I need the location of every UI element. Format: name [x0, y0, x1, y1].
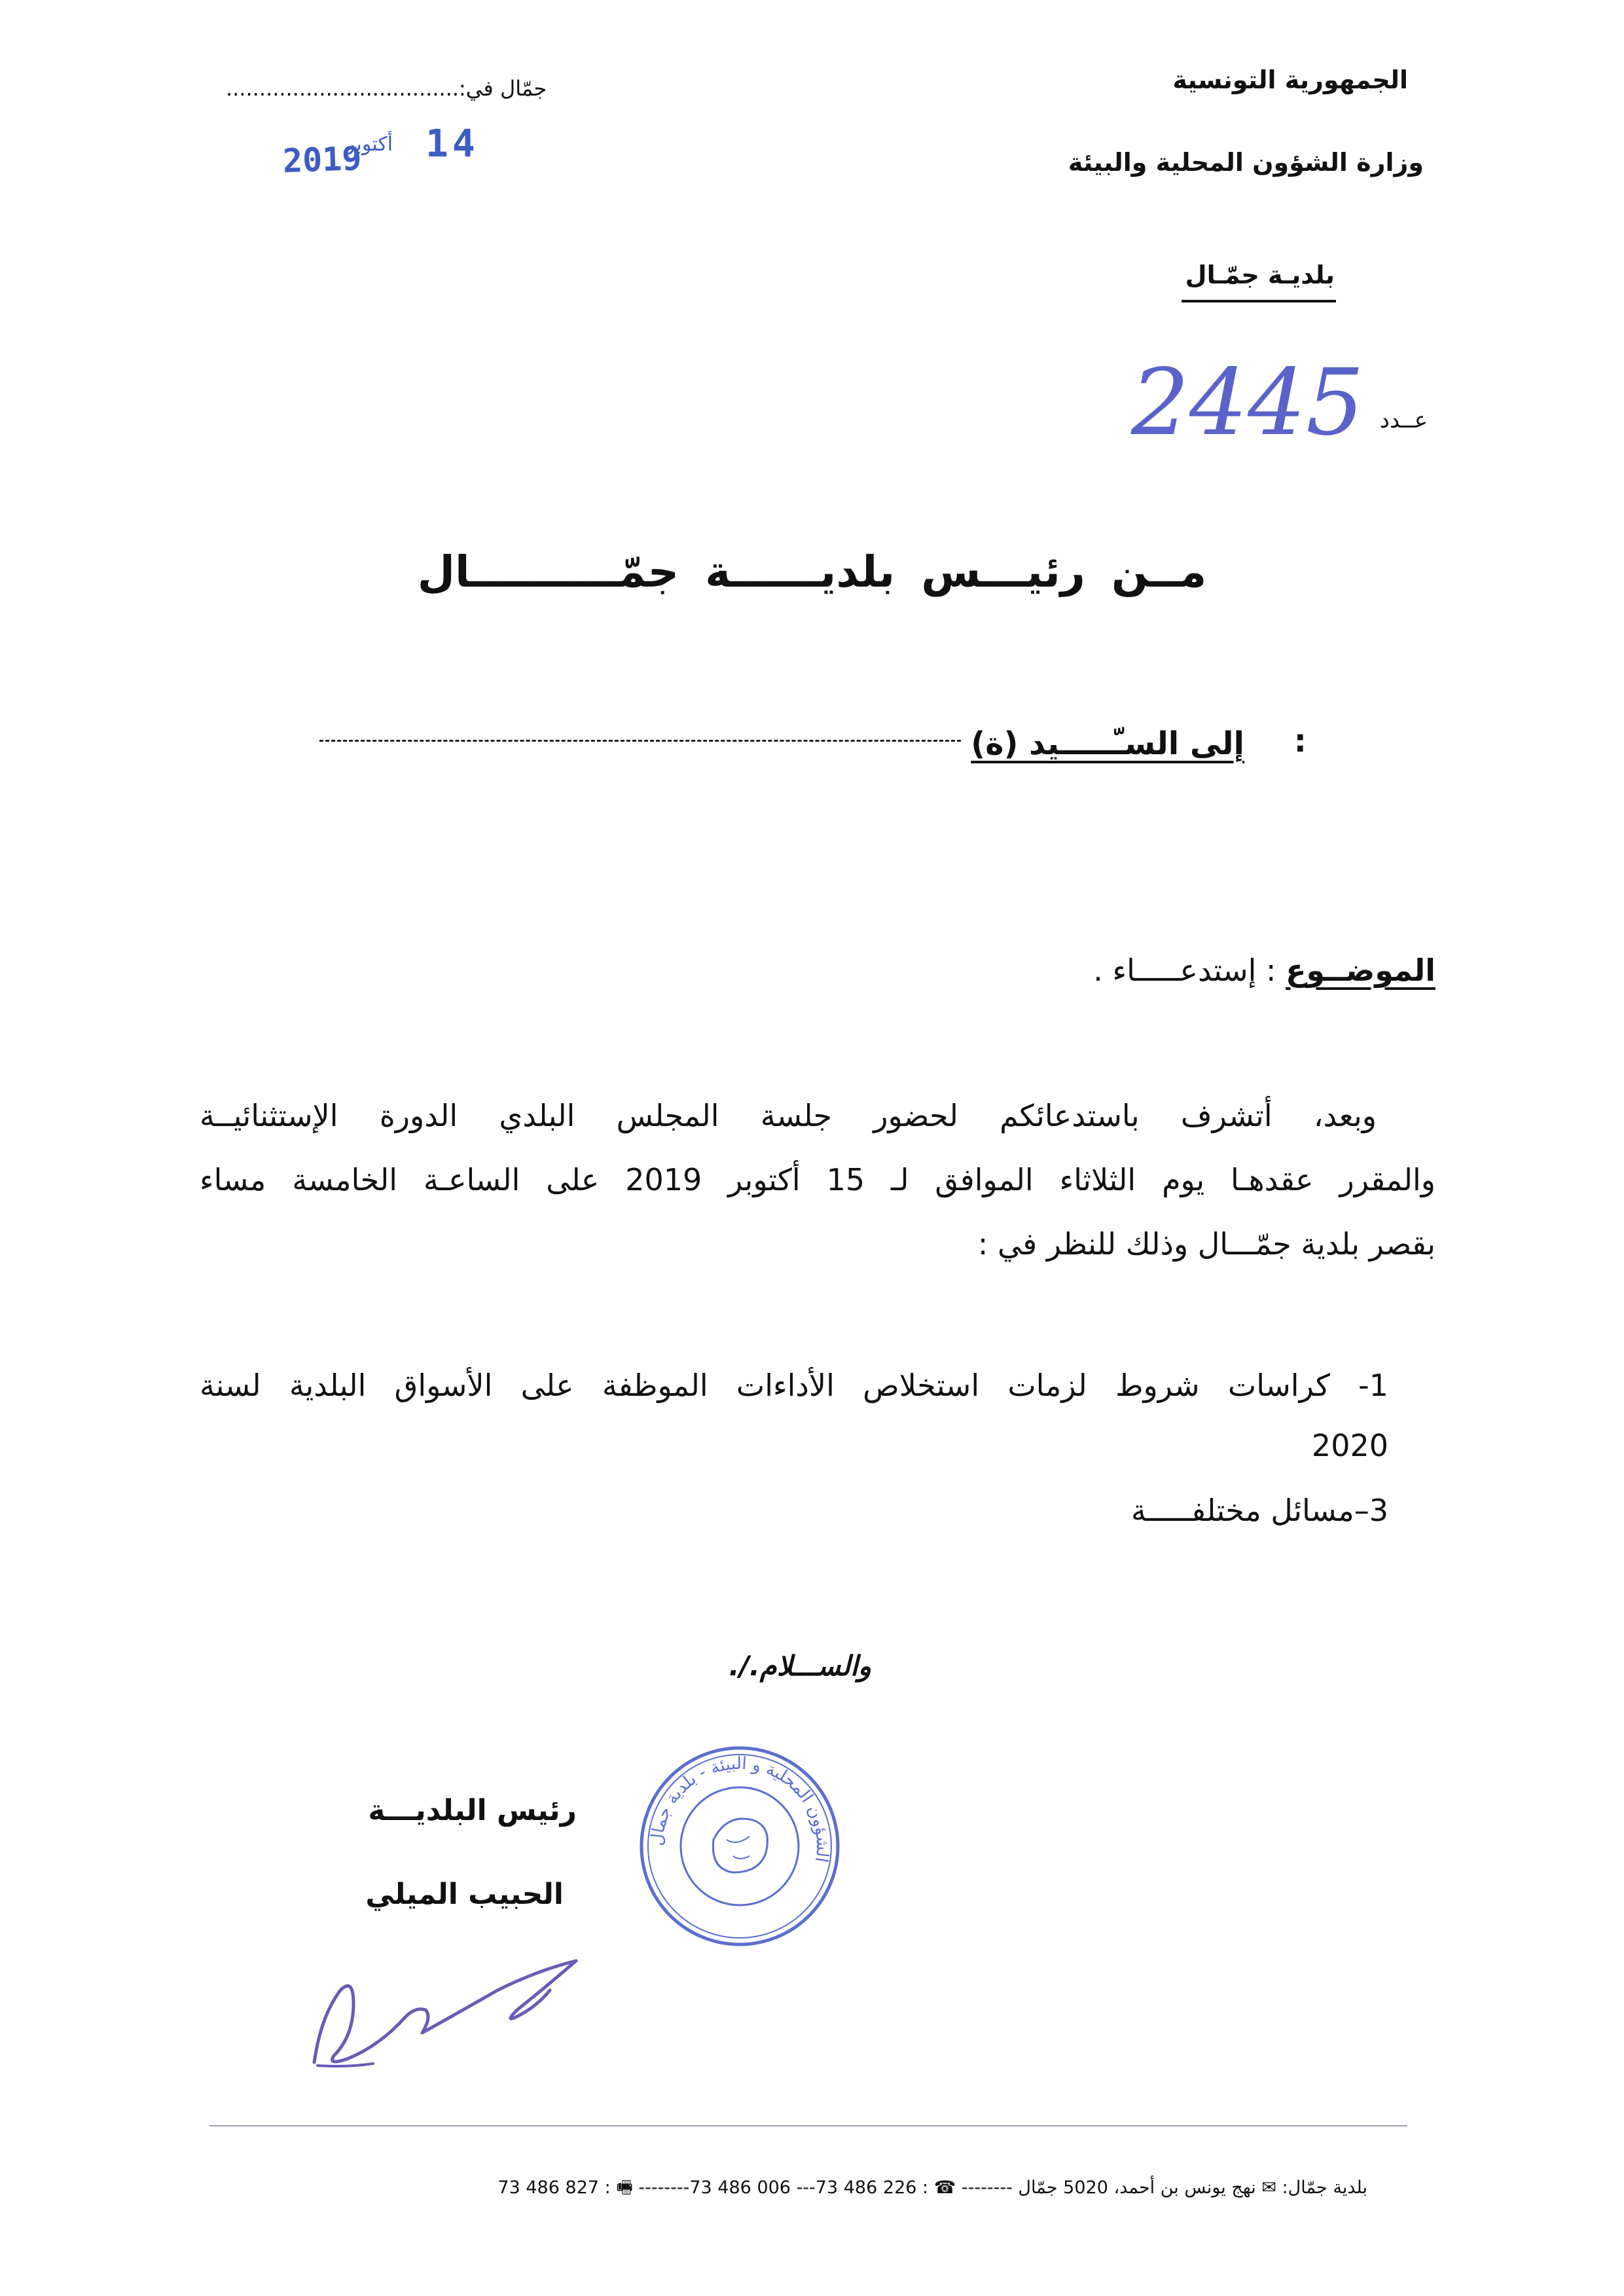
agenda-item-1-line-1: 1- كراسات شروط لزمات استخلاص الأداءات الموظفة على الأسواق البلدية لسنة [200, 1368, 1388, 1403]
body-line-3: بقصر بلدية جمّـــال وذلك للنظر في : [977, 1226, 1435, 1262]
closing-greeting: والســـلام./. [729, 1650, 871, 1682]
agenda-item-3: 3–مسائل مختلفـــــة [1131, 1493, 1388, 1528]
letter-title [0, 547, 1624, 597]
body-line-2: والمقرر عقدهـا يوم الثلاثاء الموافق لـ 15 أكتوبر 2019 على الساعـة الخامسة مساء [200, 1162, 1435, 1197]
stamp-month: أكتوبر [346, 133, 393, 156]
agenda-item-1 [200, 1355, 1388, 1476]
footer-contact: بلدية جمّال: ✉ نهج يونس بن أحمد، 5020 جمّال -------- ☎ : 226 486 73--- 006 486 73-------- 🖷 : 827 486 73 [497, 2178, 1367, 2198]
place-date-line: جمّال في:................................... [226, 76, 547, 101]
recipient-fill-line [319, 740, 961, 742]
seal-ring-text: الشؤون المحلية و البيئة - بلدية جمال [647, 1753, 833, 1864]
letter-body [200, 1084, 1435, 1276]
reference-number [1117, 350, 1379, 462]
stamp-year: 2019 [282, 139, 363, 181]
subject-line [1093, 953, 1435, 988]
body-line-1: وبعد، أتشرف باستدعائكم لحضور جلسة المجلس البلدي الدورة الإستثنائيــة [200, 1098, 1377, 1133]
title-word-place: جمّــــــــــال [417, 547, 679, 597]
stamp-day: 14 [425, 121, 479, 166]
reference-label: عــدد [1379, 407, 1428, 433]
subject-label: الموضــوع [1286, 953, 1435, 988]
municipality-underline [1182, 300, 1336, 302]
subject-text: : إستدعـــــاء . [1093, 953, 1276, 988]
signatory-name: الحبيب الميلي [365, 1878, 564, 1911]
recipient-label: إلى السـّـــــيد (ة) [971, 725, 1244, 762]
svg-text:2445: 2445 [1130, 350, 1365, 456]
title-word-president: رئيـــس [921, 547, 1085, 597]
handwritten-signature [301, 1918, 641, 2088]
title-word-municipality: بلديــــــة [705, 547, 895, 597]
footer-rule [209, 2125, 1407, 2126]
date-stamp [275, 115, 497, 193]
municipality-header: بلديـة جمّـال [1185, 261, 1335, 289]
title-word-from: مــن [1111, 547, 1207, 597]
republic-header: الجمهورية التونسية [1172, 65, 1408, 94]
agenda-item-1-line-2: 2020 [1311, 1428, 1388, 1463]
ministry-header: وزارة الشؤون المحلية والبيئة [1068, 148, 1424, 177]
municipal-seal [635, 1741, 844, 1951]
recipient-colon: : [1293, 723, 1307, 759]
signatory-title: رئيس البلديـــة [368, 1794, 577, 1827]
